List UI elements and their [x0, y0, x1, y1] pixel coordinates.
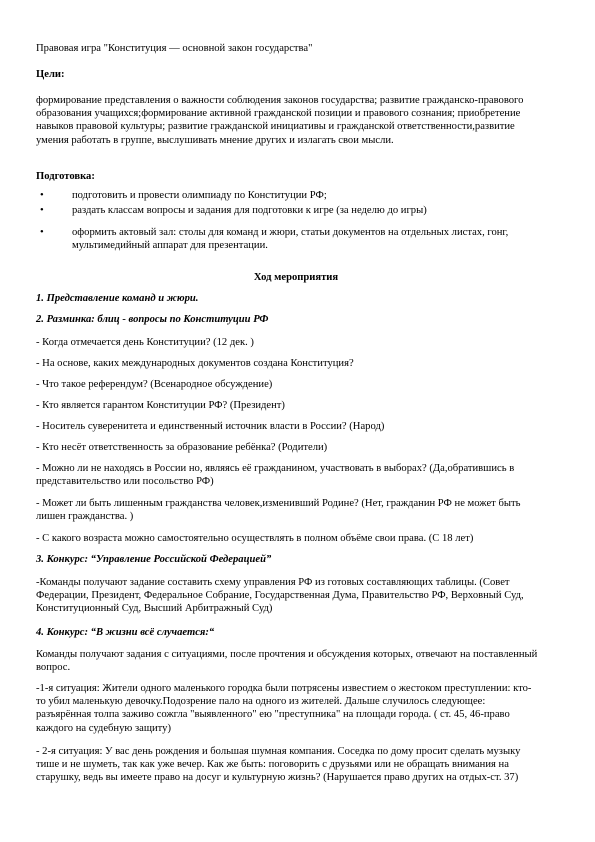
- goals-text: формирование представления о важности соблюдения законов государства; развитие гражданско-правового образования учащихся;формирование активной гражданской позиции и правового сознания; приобретение навыков правовой культуры; развитие гражданской инициативы и гражданской ответственности,развитие умения работать в группе, выслушивать мнение других и излагать свои мысли.: [36, 95, 524, 146]
- situation-text: -1-я ситуация: Жители одного маленького городка были потрясены известием о жестоком преступлении: кто-то убил маленькую девочку.Подозрение пало на одного из жителей. Дальше случилось следующее: разъярённая толпа заживо сожгла "выявленного" ею "преступника" на площади города. ( ст. 45, 46-право каждого на судебную защиту): [36, 683, 532, 734]
- course-heading: Ход мероприятия: [253, 272, 339, 283]
- section-3-text: -Команды получают задание составить схему управления РФ из готовых составляющих таблицы. (Совет Федерации, Президент, Федеральное Собрание, Государственная Дума, Правительство РФ, Верховный Суд, Конституционный Суд, Высший Арбитражный Суд): [36, 577, 524, 615]
- situation-text: - 2-я ситуация: У вас день рождения и большая шумная компания. Соседка по дому просит сделать музыку тише и не шуметь, так как уже вечер. Как же быть: поговорить с друзьями или не обращать внимания на старушку, ведь вы имеете право на досуг и культурную жизнь? (Нарушается право других на отдых-ст. 37): [36, 746, 521, 784]
- goals-heading: Цели:: [36, 69, 65, 80]
- blitz-question: - Что такое референдум? (Всенародное обсуждение): [36, 379, 273, 390]
- document-title: Правовая игра "Конституция — основной закон государства": [36, 43, 313, 54]
- blitz-question: - Когда отмечается день Конституции? (12 дек. ): [36, 337, 254, 348]
- section-4-intro: Команды получают задания с ситуациями, после прочтения и обсуждения которых, отвечают на поставленный вопрос.: [36, 649, 538, 674]
- section-2-heading: 2. Разминка: блиц - вопросы по Конституции РФ: [36, 314, 269, 325]
- prep-item-text: подготовить и провести олимпиаду по Конституции РФ;: [72, 190, 327, 201]
- bullet-icon: •: [40, 190, 44, 201]
- blitz-question: - Кто является гарантом Конституции РФ? (Президент): [36, 400, 285, 411]
- prep-item-text: оформить актовый зал: столы для команд и жюри, статьи документов на отдельных листах, гонг, мультимедийный аппарат для презентации.: [72, 227, 509, 252]
- blitz-question: - Может ли быть лишенным гражданства человек,изменивший Родине? (Нет, гражданин РФ не может быть лишен гражданства. ): [36, 498, 521, 523]
- section-4-heading: 4. Конкурс: “В жизни всё случается:“: [36, 627, 215, 638]
- prep-item-text: раздать классам вопросы и задания для подготовки к игре (за неделю до игры): [72, 205, 427, 216]
- blitz-question: - С какого возраста можно самостоятельно осуществлять в полном объёме свои права. (С 18 лет): [36, 533, 474, 544]
- blitz-question: - Кто несёт ответственность за образование ребёнка? (Родители): [36, 442, 328, 453]
- bullet-icon: •: [40, 227, 44, 238]
- section-1-heading: 1. Представление команд и жюри.: [36, 293, 199, 304]
- blitz-question: - Носитель суверенитета и единственный источник власти в России? (Народ): [36, 421, 385, 432]
- bullet-icon: •: [40, 205, 44, 216]
- blitz-question: - Можно ли не находясь в России но, являясь её гражданином, участвовать в выборах? (Да,обратившись в представительство или посольство РФ): [36, 463, 515, 488]
- blitz-question: - На основе, каких международных документов создана Конституция?: [36, 358, 354, 369]
- prep-heading: Подготовка:: [36, 171, 95, 182]
- section-3-heading: 3. Конкурс: “Управление Российской Федерацией”: [36, 554, 272, 565]
